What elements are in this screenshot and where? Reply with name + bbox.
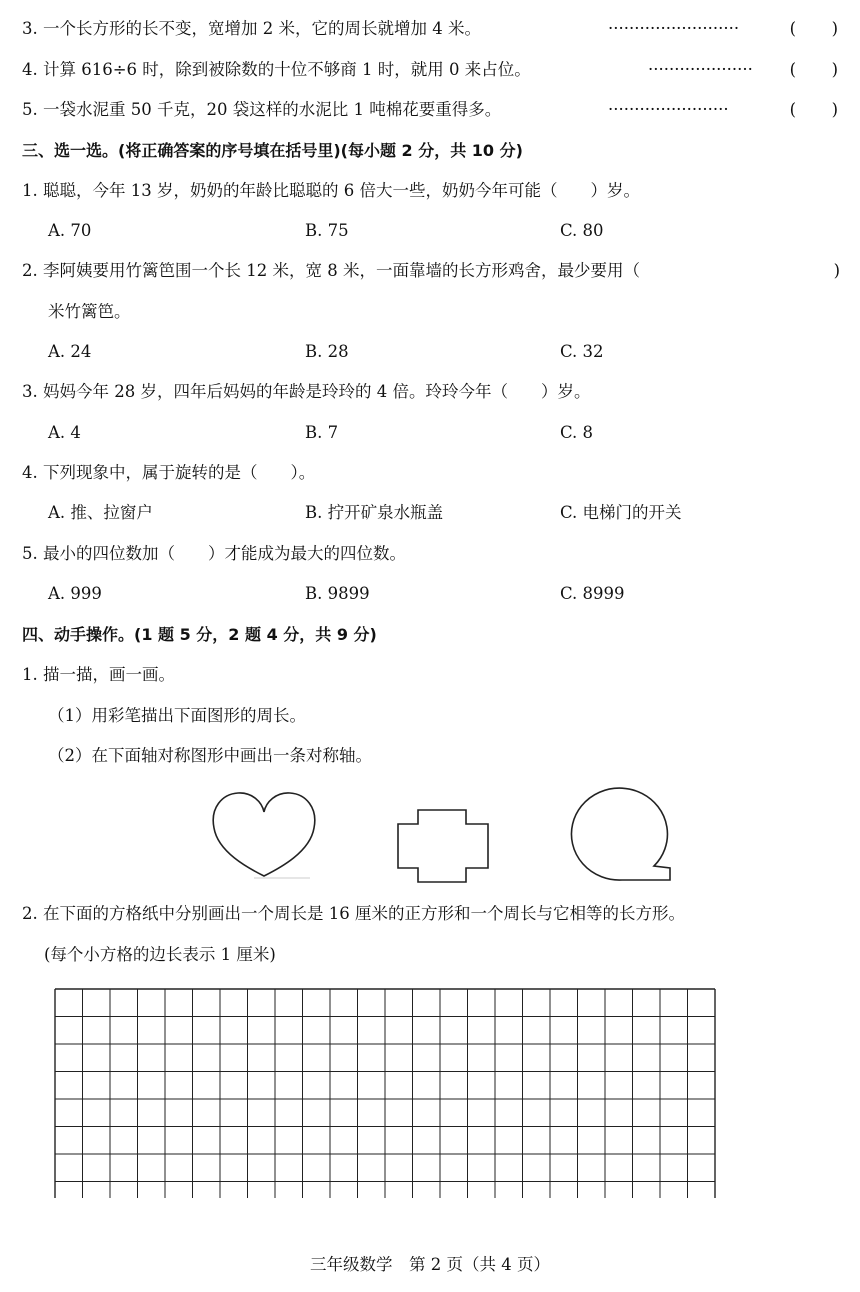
choice-question-2: 2. 李阿姨要用竹篱笆围一个长 12 米，宽 8 米，一面靠墙的长方形鸡舍，最少要用（ — [22, 261, 640, 280]
choice-question-3: 3. 妈妈今年 28 岁，四年后妈妈的年龄是玲玲的 4 倍。玲玲今年（ ）岁。 — [22, 382, 591, 401]
answer-paren-right: ) — [831, 100, 838, 119]
option-b: B. 28 — [305, 342, 349, 361]
leader-dots: ························· — [608, 19, 740, 38]
cross-shape[interactable] — [396, 808, 490, 884]
leader-dots: ···················· — [648, 60, 753, 79]
judge-item-text: 4. 计算 616÷6 时，除到被除数的十位不够商 1 时，就用 0 来占位。 — [22, 60, 531, 79]
option-c: C. 电梯门的开关 — [560, 503, 682, 522]
answer-paren-left[interactable]: ( — [789, 100, 796, 119]
judge-item-4 — [22, 59, 838, 81]
option-b: B. 7 — [305, 423, 339, 442]
option-a: A. 24 — [48, 342, 92, 361]
paren-right: ) — [833, 261, 840, 280]
answer-paren-left[interactable]: ( — [789, 19, 796, 38]
option-a: A. 70 — [48, 221, 92, 240]
choice-question-2-continued: 米竹篱笆。 — [48, 302, 131, 321]
judge-item-text: 3. 一个长方形的长不变，宽增加 2 米，它的周长就增加 4 米。 — [22, 19, 481, 38]
hands-on-subquestion-1: （1）用彩笔描出下面图形的周长。 — [48, 706, 306, 725]
option-a: A. 4 — [48, 423, 81, 442]
option-c: C. 8 — [560, 423, 594, 442]
hands-on-subquestion-2: （2）在下面轴对称图形中画出一条对称轴。 — [48, 746, 372, 765]
option-c: C. 8999 — [560, 584, 625, 603]
option-b: B. 拧开矿泉水瓶盖 — [305, 503, 444, 522]
option-c: C. 80 — [560, 221, 604, 240]
heart-shape[interactable] — [210, 790, 320, 880]
choice-question-5: 5. 最小的四位数加（ ）才能成为最大的四位数。 — [22, 544, 406, 563]
hands-on-question-1: 1. 描一描，画一画。 — [22, 665, 175, 684]
answer-paren-left[interactable]: ( — [789, 60, 796, 79]
leader-dots: ······················· — [608, 100, 729, 119]
hands-on-question-2: 2. 在下面的方格纸中分别画出一个周长是 16 厘米的正方形和一个周长与它相等的长方形。 — [22, 904, 685, 923]
section-heading-choice: 三、选一选。(将正确答案的序号填在括号里)(每小题 2 分，共 10 分) — [22, 141, 523, 160]
judge-item-3 — [22, 18, 838, 40]
judge-item-text: 5. 一袋水泥重 50 千克，20 袋这样的水泥比 1 吨棉花要重得多。 — [22, 100, 502, 119]
option-b: B. 75 — [305, 221, 349, 240]
grid-paper[interactable] — [54, 988, 718, 1198]
option-a: A. 推、拉窗户 — [48, 503, 153, 522]
circle-shape[interactable] — [570, 786, 674, 886]
answer-paren-right: ) — [831, 19, 838, 38]
choice-question-4: 4. 下列现象中，属于旋转的是（ ）。 — [22, 463, 316, 482]
option-b: B. 9899 — [305, 584, 370, 603]
answer-paren-right: ) — [831, 60, 838, 79]
judge-item-5 — [22, 99, 838, 121]
option-a: A. 999 — [48, 584, 102, 603]
choice-question-1: 1. 聪聪，今年 13 岁，奶奶的年龄比聪聪的 6 倍大一些，奶奶今年可能（ ）岁。 — [22, 181, 640, 200]
option-c: C. 32 — [560, 342, 604, 361]
page-footer: 三年级数学 第 2 页（共 4 页） — [310, 1255, 550, 1274]
section-heading-hands-on: 四、动手操作。(1 题 5 分，2 题 4 分，共 9 分) — [22, 625, 377, 644]
grid-note: (每个小方格的边长表示 1 厘米) — [44, 945, 276, 964]
